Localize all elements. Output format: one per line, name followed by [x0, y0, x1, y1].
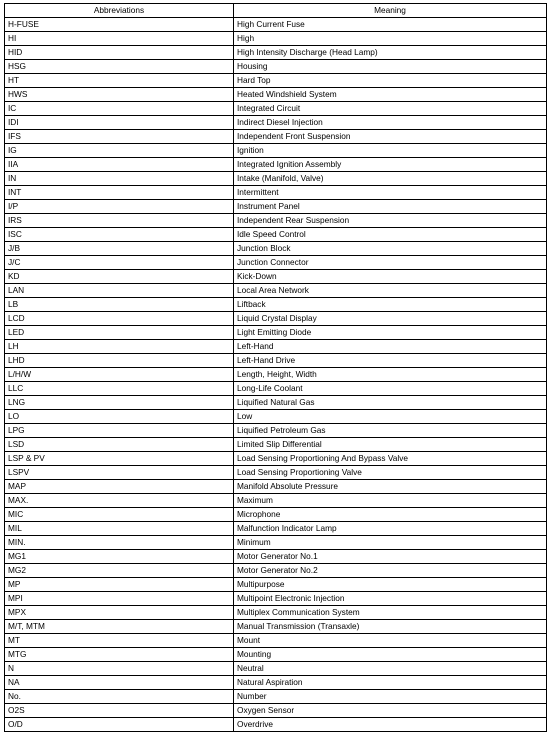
abbreviation-cell: LCD: [5, 312, 234, 326]
meaning-cell: Hard Top: [234, 74, 547, 88]
table-row: [5, 228, 547, 242]
abbreviation-cell: LSP & PV: [5, 452, 234, 466]
abbreviation-cell: LSD: [5, 438, 234, 452]
abbreviation-cell: M/T, MTM: [5, 620, 234, 634]
meaning-cell: Junction Block: [234, 242, 547, 256]
table-row: [5, 144, 547, 158]
table-row: [5, 60, 547, 74]
table-body: [5, 18, 547, 732]
meaning-cell: Neutral: [234, 662, 547, 676]
table-row: [5, 676, 547, 690]
abbreviation-cell: MTG: [5, 648, 234, 662]
abbreviation-cell: MP: [5, 578, 234, 592]
meaning-cell: Housing: [234, 60, 547, 74]
meaning-cell: Load Sensing Proportioning And Bypass Valve: [234, 452, 547, 466]
abbreviation-cell: MIL: [5, 522, 234, 536]
abbreviation-cell: IC: [5, 102, 234, 116]
meaning-cell: High: [234, 32, 547, 46]
table-row: [5, 158, 547, 172]
abbreviation-cell: HT: [5, 74, 234, 88]
table-row: [5, 298, 547, 312]
meaning-cell: Low: [234, 410, 547, 424]
meaning-cell: Motor Generator No.2: [234, 564, 547, 578]
abbreviation-cell: H-FUSE: [5, 18, 234, 32]
abbreviation-cell: MPI: [5, 592, 234, 606]
meaning-cell: Mount: [234, 634, 547, 648]
table-row: [5, 46, 547, 60]
meaning-cell: Manifold Absolute Pressure: [234, 480, 547, 494]
table-row: [5, 102, 547, 116]
abbreviation-cell: IDI: [5, 116, 234, 130]
header-meaning: Meaning: [234, 4, 547, 18]
abbreviation-cell: MIC: [5, 508, 234, 522]
abbreviation-cell: LSPV: [5, 466, 234, 480]
table-row: [5, 578, 547, 592]
abbreviation-cell: IFS: [5, 130, 234, 144]
abbreviation-cell: LH: [5, 340, 234, 354]
meaning-cell: Left-Hand: [234, 340, 547, 354]
table-row: [5, 662, 547, 676]
table-row: [5, 340, 547, 354]
table-row: [5, 424, 547, 438]
table-row: [5, 200, 547, 214]
meaning-cell: Light Emitting Diode: [234, 326, 547, 340]
meaning-cell: Ignition: [234, 144, 547, 158]
meaning-cell: Maximum: [234, 494, 547, 508]
table-row: [5, 284, 547, 298]
table-row: [5, 32, 547, 46]
table-row: [5, 382, 547, 396]
abbreviation-cell: L/H/W: [5, 368, 234, 382]
meaning-cell: Liquified Natural Gas: [234, 396, 547, 410]
abbreviation-cell: NA: [5, 676, 234, 690]
table-row: [5, 564, 547, 578]
table-row: [5, 214, 547, 228]
meaning-cell: Manual Transmission (Transaxle): [234, 620, 547, 634]
meaning-cell: Overdrive: [234, 718, 547, 732]
abbreviation-cell: LLC: [5, 382, 234, 396]
abbreviation-cell: O/D: [5, 718, 234, 732]
meaning-cell: Junction Connector: [234, 256, 547, 270]
meaning-cell: Liftback: [234, 298, 547, 312]
table-row: [5, 522, 547, 536]
abbreviation-cell: IRS: [5, 214, 234, 228]
abbreviation-cell: HI: [5, 32, 234, 46]
meaning-cell: Number: [234, 690, 547, 704]
meaning-cell: Multipoint Electronic Injection: [234, 592, 547, 606]
meaning-cell: Integrated Ignition Assembly: [234, 158, 547, 172]
abbreviation-cell: MG1: [5, 550, 234, 564]
abbreviation-cell: MT: [5, 634, 234, 648]
meaning-cell: Idle Speed Control: [234, 228, 547, 242]
table-row: [5, 494, 547, 508]
meaning-cell: Long-Life Coolant: [234, 382, 547, 396]
meaning-cell: High Intensity Discharge (Head Lamp): [234, 46, 547, 60]
table-row: [5, 242, 547, 256]
meaning-cell: Indirect Diesel Injection: [234, 116, 547, 130]
table-row: [5, 256, 547, 270]
meaning-cell: Malfunction Indicator Lamp: [234, 522, 547, 536]
abbreviation-cell: No.: [5, 690, 234, 704]
meaning-cell: Natural Aspiration: [234, 676, 547, 690]
meaning-cell: Limited Slip Differential: [234, 438, 547, 452]
abbreviation-cell: ISC: [5, 228, 234, 242]
meaning-cell: High Current Fuse: [234, 18, 547, 32]
meaning-cell: Liquid Crystal Display: [234, 312, 547, 326]
table-row: [5, 718, 547, 732]
abbreviation-cell: LNG: [5, 396, 234, 410]
table-row: [5, 186, 547, 200]
abbreviation-cell: O2S: [5, 704, 234, 718]
abbreviation-cell: MPX: [5, 606, 234, 620]
abbreviation-cell: IG: [5, 144, 234, 158]
table-row: [5, 620, 547, 634]
table-row: [5, 116, 547, 130]
table-row: [5, 550, 547, 564]
meaning-cell: Local Area Network: [234, 284, 547, 298]
meaning-cell: Integrated Circuit: [234, 102, 547, 116]
abbreviation-cell: J/B: [5, 242, 234, 256]
table-row: [5, 480, 547, 494]
meaning-cell: Heated Windshield System: [234, 88, 547, 102]
abbreviation-cell: IIA: [5, 158, 234, 172]
table-row: [5, 74, 547, 88]
table-row: [5, 18, 547, 32]
table-row: [5, 88, 547, 102]
table-row: [5, 312, 547, 326]
abbreviation-cell: J/C: [5, 256, 234, 270]
abbreviation-cell: LHD: [5, 354, 234, 368]
abbreviations-table: [4, 3, 547, 732]
table-row: [5, 536, 547, 550]
meaning-cell: Instrument Panel: [234, 200, 547, 214]
abbreviation-cell: LAN: [5, 284, 234, 298]
table-row: [5, 592, 547, 606]
meaning-cell: Motor Generator No.1: [234, 550, 547, 564]
abbreviation-cell: HID: [5, 46, 234, 60]
table-row: [5, 410, 547, 424]
table-row: [5, 396, 547, 410]
table-header-row: [5, 4, 547, 18]
table-row: [5, 634, 547, 648]
meaning-cell: Intermittent: [234, 186, 547, 200]
meaning-cell: Microphone: [234, 508, 547, 522]
table-row: [5, 438, 547, 452]
meaning-cell: Left-Hand Drive: [234, 354, 547, 368]
table-row: [5, 606, 547, 620]
abbreviation-cell: MAP: [5, 480, 234, 494]
abbreviation-cell: HWS: [5, 88, 234, 102]
table-row: [5, 466, 547, 480]
abbreviation-cell: LB: [5, 298, 234, 312]
table-row: [5, 704, 547, 718]
meaning-cell: Independent Front Suspension: [234, 130, 547, 144]
table-row: [5, 648, 547, 662]
table-row: [5, 326, 547, 340]
header-abbreviations: Abbreviations: [5, 4, 234, 18]
meaning-cell: Independent Rear Suspension: [234, 214, 547, 228]
abbreviation-cell: INT: [5, 186, 234, 200]
meaning-cell: Liquified Petroleum Gas: [234, 424, 547, 438]
abbreviation-cell: MAX.: [5, 494, 234, 508]
meaning-cell: Load Sensing Proportioning Valve: [234, 466, 547, 480]
table-row: [5, 270, 547, 284]
table-row: [5, 452, 547, 466]
meaning-cell: Length, Height, Width: [234, 368, 547, 382]
table-row: [5, 368, 547, 382]
abbreviation-cell: IN: [5, 172, 234, 186]
meaning-cell: Multipurpose: [234, 578, 547, 592]
abbreviation-cell: N: [5, 662, 234, 676]
meaning-cell: Mounting: [234, 648, 547, 662]
table-row: [5, 354, 547, 368]
meaning-cell: Kick-Down: [234, 270, 547, 284]
table-row: [5, 690, 547, 704]
abbreviation-cell: KD: [5, 270, 234, 284]
abbreviation-cell: LED: [5, 326, 234, 340]
meaning-cell: Oxygen Sensor: [234, 704, 547, 718]
abbreviation-cell: MIN.: [5, 536, 234, 550]
abbreviation-cell: LPG: [5, 424, 234, 438]
abbreviation-cell: MG2: [5, 564, 234, 578]
abbreviation-cell: I/P: [5, 200, 234, 214]
table-row: [5, 508, 547, 522]
meaning-cell: Minimum: [234, 536, 547, 550]
abbreviation-cell: LO: [5, 410, 234, 424]
meaning-cell: Intake (Manifold, Valve): [234, 172, 547, 186]
table-row: [5, 172, 547, 186]
meaning-cell: Multiplex Communication System: [234, 606, 547, 620]
table-row: [5, 130, 547, 144]
abbreviation-cell: HSG: [5, 60, 234, 74]
